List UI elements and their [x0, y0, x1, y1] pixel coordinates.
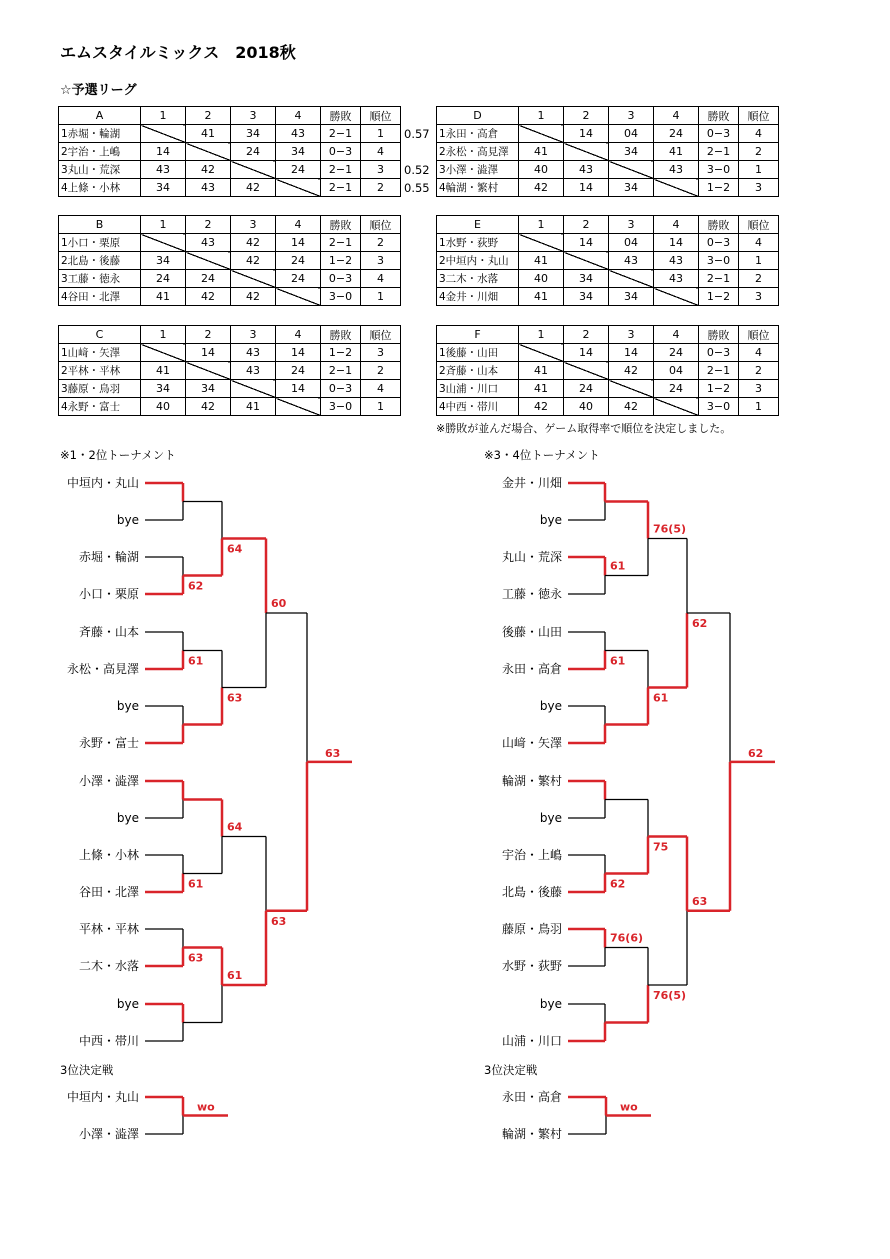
rank-cell: 1	[361, 398, 401, 416]
pair-name: 4谷田・北澤	[59, 288, 141, 306]
record-cell: 0−3	[321, 270, 361, 288]
column-header: 2	[564, 107, 609, 125]
column-header: 順位	[361, 216, 401, 234]
record-cell: 3−0	[699, 252, 739, 270]
group-label: F	[437, 326, 519, 344]
column-header: 3	[609, 216, 654, 234]
player-name: 山浦・川口	[501, 1034, 562, 1048]
score-cell: 41	[186, 125, 231, 143]
score-cell: 42	[186, 288, 231, 306]
score-cell: 43	[609, 252, 654, 270]
player-name: bye	[539, 699, 562, 713]
score-cell: 41	[519, 362, 564, 380]
player-name: 二木・水落	[78, 959, 139, 973]
score-cell: 41	[141, 288, 186, 306]
match-score: 61	[610, 559, 626, 573]
pair-name: 3山浦・川口	[437, 380, 519, 398]
player-name: 丸山・荒深	[501, 550, 562, 564]
pair-name: 2中垣内・丸山	[437, 252, 519, 270]
score-cell: 41	[519, 143, 564, 161]
column-header: 2	[186, 107, 231, 125]
column-header: 順位	[361, 107, 401, 125]
player-name: 谷田・北澤	[78, 885, 139, 899]
rank-cell: 1	[739, 252, 779, 270]
pair-name: 3二木・水落	[437, 270, 519, 288]
pair-name: 3藤原・鳥羽	[59, 380, 141, 398]
right-bracket-title: ※3・4位トーナメント	[484, 448, 600, 462]
match-score: 60	[271, 597, 287, 610]
match-score: 63	[227, 691, 243, 705]
group-label: A	[59, 107, 141, 125]
record-cell: 0−3	[321, 380, 361, 398]
player-name: 平林・平林	[78, 922, 139, 936]
score-cell: 24	[654, 125, 699, 143]
score-cell: 41	[519, 252, 564, 270]
player-name: 小澤・澁澤	[78, 774, 139, 788]
score-cell: 34	[141, 179, 186, 197]
column-header: 勝敗	[699, 107, 739, 125]
pair-name: 2北島・後藤	[59, 252, 141, 270]
left-third-title: 3位決定戦	[60, 1063, 114, 1077]
player-name: 輪湖・繁村	[501, 1127, 562, 1141]
player-name: 北島・後藤	[501, 885, 562, 899]
player-name: 水野・荻野	[501, 959, 562, 973]
rank-cell: 2	[361, 362, 401, 380]
rank-cell: 1	[361, 125, 401, 143]
column-header: 1	[141, 326, 186, 344]
score-cell: 40	[519, 270, 564, 288]
group-label: B	[59, 216, 141, 234]
player-name: 藤原・鳥羽	[501, 922, 562, 936]
record-cell: 2−1	[321, 362, 361, 380]
record-cell: 0−3	[699, 344, 739, 362]
score-cell: 34	[231, 125, 276, 143]
score-cell: 14	[276, 380, 321, 398]
record-cell: 2−1	[321, 234, 361, 252]
player-name: 輪湖・繁村	[501, 774, 562, 788]
match-score: 63	[692, 894, 708, 908]
third-score: wo	[197, 1100, 215, 1114]
score-cell: 43	[564, 161, 609, 179]
score-cell: 43	[654, 252, 699, 270]
column-header: 3	[231, 107, 276, 125]
rank-cell: 3	[361, 252, 401, 270]
score-cell: 43	[186, 179, 231, 197]
match-score: 62	[610, 877, 626, 891]
record-cell: 2−1	[321, 179, 361, 197]
player-name: 永野・富士	[78, 736, 139, 750]
record-cell: 3−0	[699, 161, 739, 179]
match-score: 76(5)	[653, 522, 687, 536]
score-cell: 42	[609, 362, 654, 380]
score-cell: 34	[564, 288, 609, 306]
column-header: 2	[564, 326, 609, 344]
pair-name: 4上條・小林	[59, 179, 141, 197]
player-name: 中西・帯川	[78, 1034, 139, 1048]
match-score: 63	[271, 914, 287, 928]
player-name: bye	[116, 811, 139, 825]
left-bracket-title: ※1・2位トーナメント	[60, 448, 176, 462]
score-cell: 43	[654, 270, 699, 288]
score-cell: 42	[519, 398, 564, 416]
player-name: bye	[116, 997, 139, 1011]
rank-cell: 3	[739, 179, 779, 197]
rank-cell: 3	[739, 288, 779, 306]
rank-cell: 3	[361, 344, 401, 362]
rank-cell: 4	[739, 344, 779, 362]
score-cell: 24	[141, 270, 186, 288]
score-cell: 41	[519, 380, 564, 398]
score-cell: 14	[141, 143, 186, 161]
pair-name: 2平林・平林	[59, 362, 141, 380]
player-name: 上條・小林	[78, 848, 139, 862]
rank-cell: 1	[361, 288, 401, 306]
player-name: 永田・高倉	[501, 1090, 562, 1104]
rank-cell: 1	[739, 398, 779, 416]
column-header: 3	[609, 326, 654, 344]
player-name: bye	[116, 699, 139, 713]
record-cell: 2−1	[699, 143, 739, 161]
column-header: 順位	[739, 107, 779, 125]
score-cell: 34	[141, 252, 186, 270]
score-cell: 34	[564, 270, 609, 288]
rank-cell: 3	[361, 161, 401, 179]
player-name: bye	[539, 513, 562, 527]
pair-name: 1永田・高倉	[437, 125, 519, 143]
score-cell: 41	[231, 398, 276, 416]
pair-name: 4輪湖・繁村	[437, 179, 519, 197]
score-cell: 34	[186, 380, 231, 398]
score-cell: 24	[276, 270, 321, 288]
page-title: エムスタイルミックス 2018秋	[60, 43, 296, 62]
record-cell: 0−3	[699, 125, 739, 143]
match-score: 62	[692, 617, 708, 630]
column-header: 2	[186, 326, 231, 344]
score-cell: 41	[654, 143, 699, 161]
column-header: 4	[276, 326, 321, 344]
final-score: 63	[325, 746, 341, 760]
column-header: 2	[564, 216, 609, 234]
record-cell: 2−1	[321, 125, 361, 143]
score-cell: 14	[564, 344, 609, 362]
record-cell: 1−2	[321, 344, 361, 362]
record-cell: 2−1	[699, 270, 739, 288]
column-header: 4	[276, 107, 321, 125]
player-name: bye	[116, 513, 139, 527]
match-score: 61	[188, 877, 204, 891]
match-score: 76(6)	[610, 931, 644, 945]
column-header: 1	[141, 216, 186, 234]
score-cell: 24	[231, 143, 276, 161]
score-cell: 42	[231, 179, 276, 197]
record-cell: 3−0	[321, 398, 361, 416]
pair-name: 2斉藤・山本	[437, 362, 519, 380]
player-name: 後藤・山田	[501, 625, 562, 639]
player-name: 斉藤・山本	[78, 625, 139, 639]
rank-cell: 4	[361, 270, 401, 288]
column-header: 1	[519, 326, 564, 344]
match-score: 61	[188, 654, 204, 668]
score-cell: 24	[276, 252, 321, 270]
column-header: 勝敗	[321, 326, 361, 344]
pair-name: 3丸山・荒深	[59, 161, 141, 179]
pair-name: 4金井・川畑	[437, 288, 519, 306]
score-cell: 14	[609, 344, 654, 362]
game-rate: 0.55	[404, 181, 430, 195]
record-cell: 0−3	[699, 234, 739, 252]
pair-name: 1後藤・山田	[437, 344, 519, 362]
record-cell: 2−1	[321, 161, 361, 179]
column-header: 4	[654, 216, 699, 234]
score-cell: 24	[654, 344, 699, 362]
rank-cell: 2	[739, 143, 779, 161]
column-header: 勝敗	[699, 216, 739, 234]
column-header: 1	[519, 216, 564, 234]
score-cell: 34	[609, 179, 654, 197]
column-header: 2	[186, 216, 231, 234]
column-header: 3	[231, 326, 276, 344]
pair-name: 1小口・栗原	[59, 234, 141, 252]
player-name: 小口・栗原	[78, 587, 139, 601]
pair-name: 4中西・帯川	[437, 398, 519, 416]
rank-cell: 2	[361, 234, 401, 252]
player-name: 宇治・上嶋	[501, 848, 562, 862]
score-cell: 43	[141, 161, 186, 179]
score-cell: 04	[609, 234, 654, 252]
record-cell: 3−0	[321, 288, 361, 306]
column-header: 勝敗	[699, 326, 739, 344]
score-cell: 40	[141, 398, 186, 416]
group-label: D	[437, 107, 519, 125]
score-cell: 34	[609, 288, 654, 306]
tiebreak-note: ※勝敗が並んだ場合、ゲーム取得率で順位を決定しました。	[436, 422, 732, 435]
score-cell: 14	[186, 344, 231, 362]
player-name: 中垣内・丸山	[66, 476, 139, 490]
match-score: 62	[188, 579, 204, 593]
score-cell: 43	[276, 125, 321, 143]
column-header: 3	[231, 216, 276, 234]
game-rate: 0.57	[404, 127, 430, 141]
column-header: 勝敗	[321, 216, 361, 234]
score-cell: 24	[276, 362, 321, 380]
rank-cell: 3	[739, 380, 779, 398]
column-header: 順位	[739, 326, 779, 344]
game-rate: 0.52	[404, 163, 430, 177]
column-header: 順位	[361, 326, 401, 344]
score-cell: 41	[141, 362, 186, 380]
record-cell: 1−2	[699, 380, 739, 398]
score-cell: 14	[276, 234, 321, 252]
match-score: 64	[227, 820, 243, 834]
column-header: 3	[609, 107, 654, 125]
score-cell: 43	[231, 344, 276, 362]
column-header: 4	[654, 107, 699, 125]
player-name: 永田・高倉	[501, 662, 562, 676]
pair-name: 1赤堀・輪湖	[59, 125, 141, 143]
column-header: 1	[141, 107, 186, 125]
rank-cell: 2	[739, 270, 779, 288]
score-cell: 14	[564, 125, 609, 143]
rank-cell: 4	[361, 380, 401, 398]
match-score: 75	[653, 840, 669, 854]
pair-name: 1山﨑・矢澤	[59, 344, 141, 362]
player-name: 赤堀・輪湖	[78, 550, 139, 564]
player-name: bye	[539, 811, 562, 825]
match-score: 63	[188, 951, 204, 965]
column-header: 4	[276, 216, 321, 234]
score-cell: 24	[276, 161, 321, 179]
score-cell: 24	[654, 380, 699, 398]
score-cell: 14	[564, 179, 609, 197]
pair-name: 3工藤・徳永	[59, 270, 141, 288]
player-name: 山﨑・矢澤	[501, 736, 562, 750]
score-cell: 43	[231, 362, 276, 380]
score-cell: 43	[654, 161, 699, 179]
score-cell: 14	[564, 234, 609, 252]
score-cell: 42	[186, 398, 231, 416]
pair-name: 2宇治・上嶋	[59, 143, 141, 161]
rank-cell: 4	[739, 234, 779, 252]
pair-name: 2永松・高見澤	[437, 143, 519, 161]
score-cell: 40	[564, 398, 609, 416]
match-score: 61	[610, 654, 626, 668]
match-score: 61	[653, 691, 669, 705]
third-score: wo	[620, 1100, 638, 1114]
pair-name: 3小澤・澁澤	[437, 161, 519, 179]
rank-cell: 2	[361, 179, 401, 197]
column-header: 4	[654, 326, 699, 344]
column-header: 勝敗	[321, 107, 361, 125]
pair-name: 4永野・富士	[59, 398, 141, 416]
score-cell: 34	[141, 380, 186, 398]
group-label: E	[437, 216, 519, 234]
score-cell: 41	[519, 288, 564, 306]
score-cell: 34	[276, 143, 321, 161]
section-title-league: ☆予選リーグ	[60, 83, 137, 98]
score-cell: 42	[231, 252, 276, 270]
rank-cell: 4	[739, 125, 779, 143]
right-third-title: 3位決定戦	[484, 1063, 538, 1077]
rank-cell: 1	[739, 161, 779, 179]
score-cell: 14	[654, 234, 699, 252]
score-cell: 42	[609, 398, 654, 416]
match-score: 61	[227, 969, 243, 982]
score-cell: 42	[231, 234, 276, 252]
pair-name: 1水野・荻野	[437, 234, 519, 252]
score-cell: 42	[519, 179, 564, 197]
player-name: 中垣内・丸山	[66, 1090, 139, 1104]
score-cell: 04	[654, 362, 699, 380]
match-score: 76(5)	[653, 989, 687, 1002]
column-header: 1	[519, 107, 564, 125]
record-cell: 1−2	[699, 288, 739, 306]
score-cell: 34	[609, 143, 654, 161]
final-score: 62	[748, 746, 764, 760]
record-cell: 1−2	[321, 252, 361, 270]
match-score: 64	[227, 542, 243, 556]
rank-cell: 4	[361, 143, 401, 161]
player-name: 永松・高見澤	[66, 662, 139, 676]
player-name: bye	[539, 997, 562, 1011]
score-cell: 40	[519, 161, 564, 179]
group-label: C	[59, 326, 141, 344]
score-cell: 24	[186, 270, 231, 288]
record-cell: 2−1	[699, 362, 739, 380]
player-name: 小澤・澁澤	[78, 1127, 139, 1141]
record-cell: 1−2	[699, 179, 739, 197]
record-cell: 3−0	[699, 398, 739, 416]
score-cell: 42	[231, 288, 276, 306]
score-cell: 24	[564, 380, 609, 398]
player-name: 工藤・徳永	[501, 587, 562, 601]
record-cell: 0−3	[321, 143, 361, 161]
score-cell: 42	[186, 161, 231, 179]
score-cell: 43	[186, 234, 231, 252]
column-header: 順位	[739, 216, 779, 234]
rank-cell: 2	[739, 362, 779, 380]
score-cell: 04	[609, 125, 654, 143]
score-cell: 14	[276, 344, 321, 362]
player-name: 金井・川畑	[501, 476, 562, 490]
